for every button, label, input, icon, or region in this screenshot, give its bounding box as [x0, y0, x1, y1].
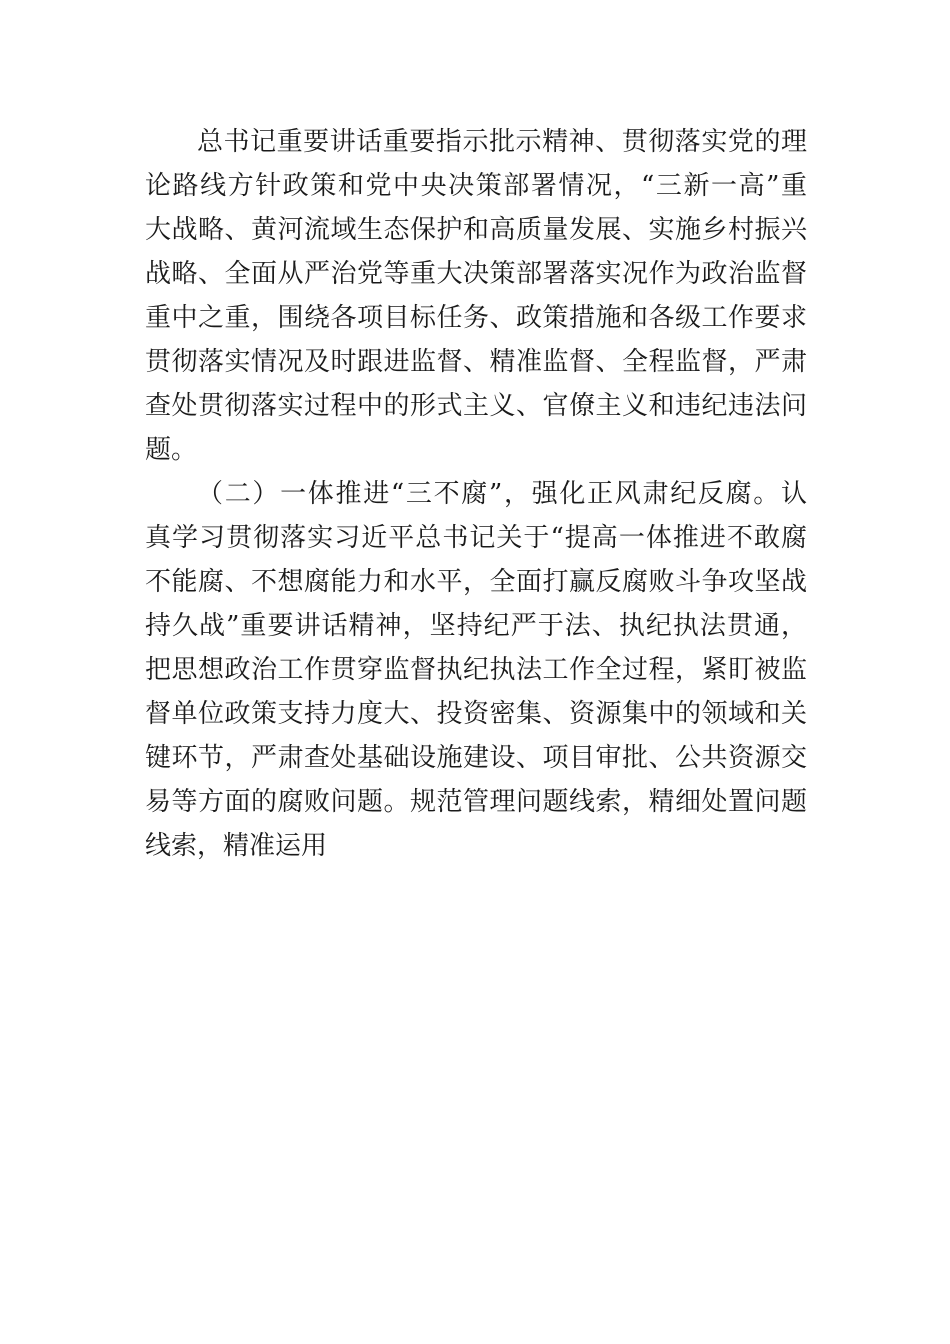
paragraph-line: 键环节，严肃查处基础设施建设、项目审批、公共资源交 — [145, 743, 807, 773]
paragraph-line: 贯彻落实情况及时跟进监督、精准监督、全程监督，严肃 — [145, 347, 807, 377]
paragraph-line: 持久战”重要讲话精神，坚持纪严于法、执纪执法贯通， — [145, 611, 807, 641]
paragraph-line: 查处贯彻落实过程中的形式主义、官僚主义和违纪违法问 — [145, 391, 807, 421]
paragraph-line: 易等方面的腐败问题。规范管理问题线索，精细处置问题 — [145, 787, 807, 817]
paragraph-line: 战略、全面从严治党等重大决策部署落实况作为政治监督 — [145, 259, 807, 289]
paragraph-line: 题。 — [145, 435, 198, 465]
paragraph-line: 总书记重要讲话重要指示批示精神、贯彻落实党的理 — [197, 127, 807, 157]
paragraph-line: 线索，精准运用 — [145, 831, 328, 861]
paragraph-line: 把思想政治工作贯穿监督执纪执法工作全过程，紧盯被监 — [145, 655, 807, 685]
paragraph-line: 大战略、黄河流域生态保护和高质量发展、实施乡村振兴 — [145, 215, 807, 245]
paragraph-line: （二）一体推进“三不腐”，强化正风肃纪反腐。认 — [197, 479, 807, 509]
paragraph-2 — [145, 472, 807, 868]
document-body — [145, 120, 807, 868]
paragraph-line: 真学习贯彻落实习近平总书记关于“提高一体推进不敢腐 — [145, 523, 807, 553]
paragraph-line: 重中之重，围绕各项目标任务、政策措施和各级工作要求 — [145, 303, 807, 333]
paragraph-line: 论路线方针政策和党中央决策部署情况，“三新一高”重 — [145, 171, 807, 201]
paragraph-line: 督单位政策支持力度大、投资密集、资源集中的领域和关 — [145, 699, 807, 729]
paragraph-line: 不能腐、不想腐能力和水平，全面打赢反腐败斗争攻坚战 — [145, 567, 807, 597]
paragraph-1 — [145, 120, 807, 472]
